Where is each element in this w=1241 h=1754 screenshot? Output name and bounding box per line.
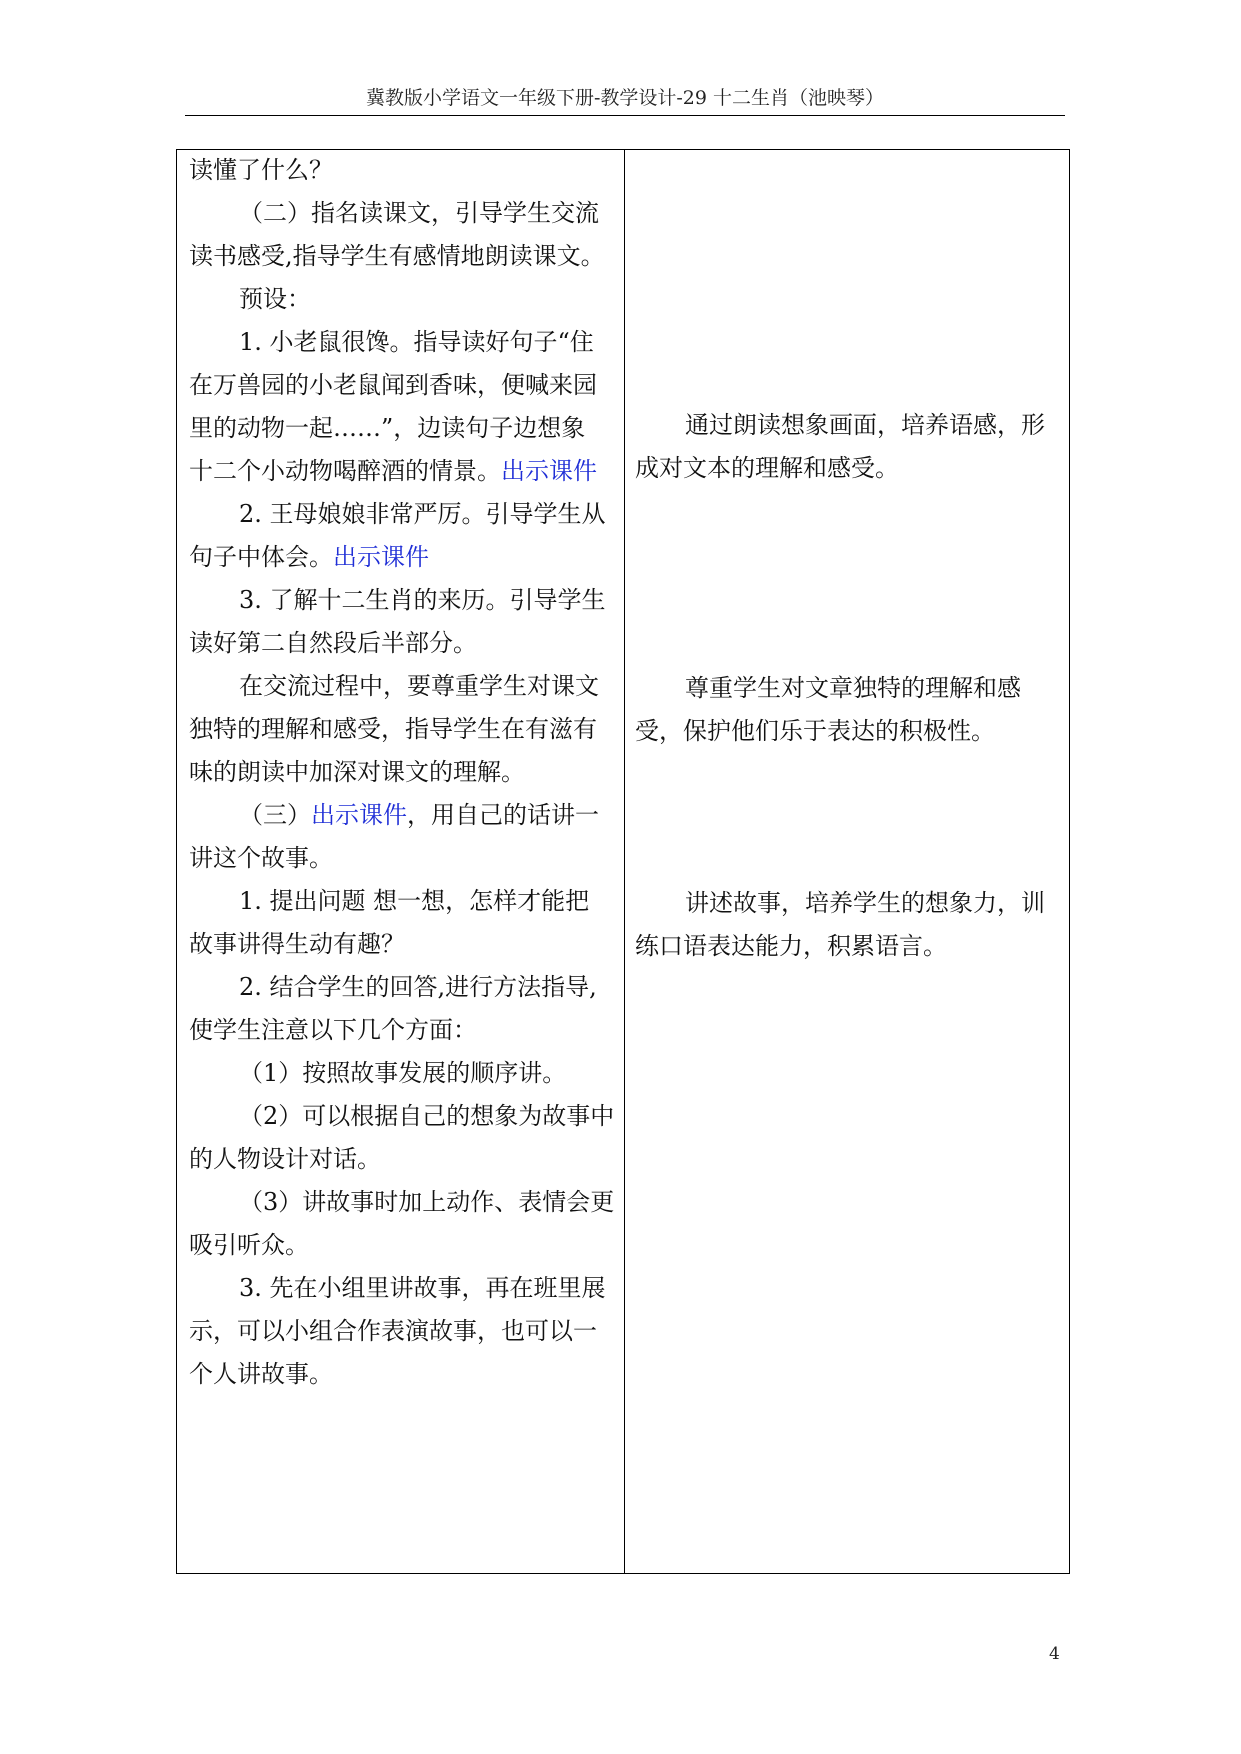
line-text: 十二个小动物喝醉酒的情景。 [189,457,501,485]
process-line [189,542,621,572]
process-line [189,1359,621,1389]
line-text: 示，可以小组合作表演故事，也可以一 [189,1317,597,1345]
line-text: 读书感受,指导学生有感情地朗读课文。 [189,242,605,270]
line-text: 独特的理解和感受，指导学生在有滋有 [189,715,597,743]
line-text: 1. 小老鼠很馋。指导读好句子“住 [239,328,594,356]
line-text: 使学生注意以下几个方面： [189,1016,477,1044]
process-line [189,886,621,916]
line-text: 读好第二自然段后半部分。 [189,629,477,657]
line-text: 3. 了解十二生肖的来历。引导学生 [239,586,606,614]
line-text: 吸引听众。 [189,1231,309,1259]
intent-line [635,931,1063,961]
line-text: 在交流过程中，要尊重学生对课文 [239,672,599,700]
process-line [189,1273,621,1303]
process-line [189,155,621,185]
line-text: 故事讲得生动有趣？ [189,930,405,958]
line-text: 尊重学生对文章独特的理解和感 [685,674,1021,702]
line-text: 练口语表达能力，积累语言。 [635,932,947,960]
process-line [189,972,621,1002]
line-text: 的人物设计对话。 [189,1145,381,1173]
process-line [189,327,621,357]
process-line [189,800,621,830]
process-line [189,843,621,873]
header-title: 冀教版小学语文一年级下册-教学设计-29 十二生肖（池映琴） [365,87,885,109]
line-text: 讲这个故事。 [189,844,333,872]
line-text: 1. 提出问题 想一想，怎样才能把 [239,887,590,915]
intent-line [635,453,1063,483]
line-text: 讲述故事，培养学生的想象力，训 [685,889,1045,917]
line-text: 通过朗读想象画面，培养语感，形 [685,411,1045,439]
column-divider [624,150,625,1573]
process-line [189,198,621,228]
process-line [189,456,621,486]
process-line [189,1144,621,1174]
show-courseware-link: 出示课件 [501,457,597,485]
show-courseware-link: 出示课件 [333,543,429,571]
process-line [189,241,621,271]
line-text: 2. 结合学生的回答,进行方法指导, [239,973,597,1001]
process-line [189,499,621,529]
page-number: 4 [1049,1644,1060,1664]
lesson-table [176,149,1070,1574]
line-text: （3）讲故事时加上动作、表情会更 [239,1188,615,1216]
intent-line [635,888,1063,918]
process-line [189,628,621,658]
process-line [189,1058,621,1088]
line-text: 成对文本的理解和感受。 [635,454,899,482]
line-text: （三） [239,801,311,829]
process-line [189,1101,621,1131]
process-line [189,714,621,744]
process-line [189,1316,621,1346]
line-text: 在万兽园的小老鼠闻到香味，便喊来园 [189,371,597,399]
intent-line [635,410,1063,440]
process-line [189,585,621,615]
line-text: （2）可以根据自己的想象为故事中 [239,1102,615,1130]
process-line [189,757,621,787]
process-line [189,671,621,701]
line-text: 3. 先在小组里讲故事，再在班里展 [239,1274,606,1302]
line-text: 受，保护他们乐于表达的积极性。 [635,717,995,745]
line-text: 味的朗读中加深对课文的理解。 [189,758,525,786]
process-line [189,370,621,400]
line-text: 句子中体会。 [189,543,333,571]
show-courseware-link: 出示课件 [311,801,407,829]
process-line [189,1015,621,1045]
line-text: （1）按照故事发展的顺序讲。 [239,1059,567,1087]
process-line [189,284,621,314]
intent-line [635,716,1063,746]
line-text: 2. 王母娘娘非常严厉。引导学生从 [239,500,606,528]
process-line [189,413,621,443]
process-line [189,1187,621,1217]
line-text: ，用自己的话讲一 [407,801,599,829]
line-text: （二）指名读课文，引导学生交流 [239,199,599,227]
process-line [189,929,621,959]
line-text: 里的动物一起……”，边读句子边想象 [189,414,586,442]
line-text: 个人讲故事。 [189,1360,333,1388]
process-line [189,1230,621,1260]
intent-line [635,673,1063,703]
line-text: 预设： [239,285,311,313]
header-rule [185,115,1065,116]
line-text: 读懂了什么？ [189,156,333,184]
